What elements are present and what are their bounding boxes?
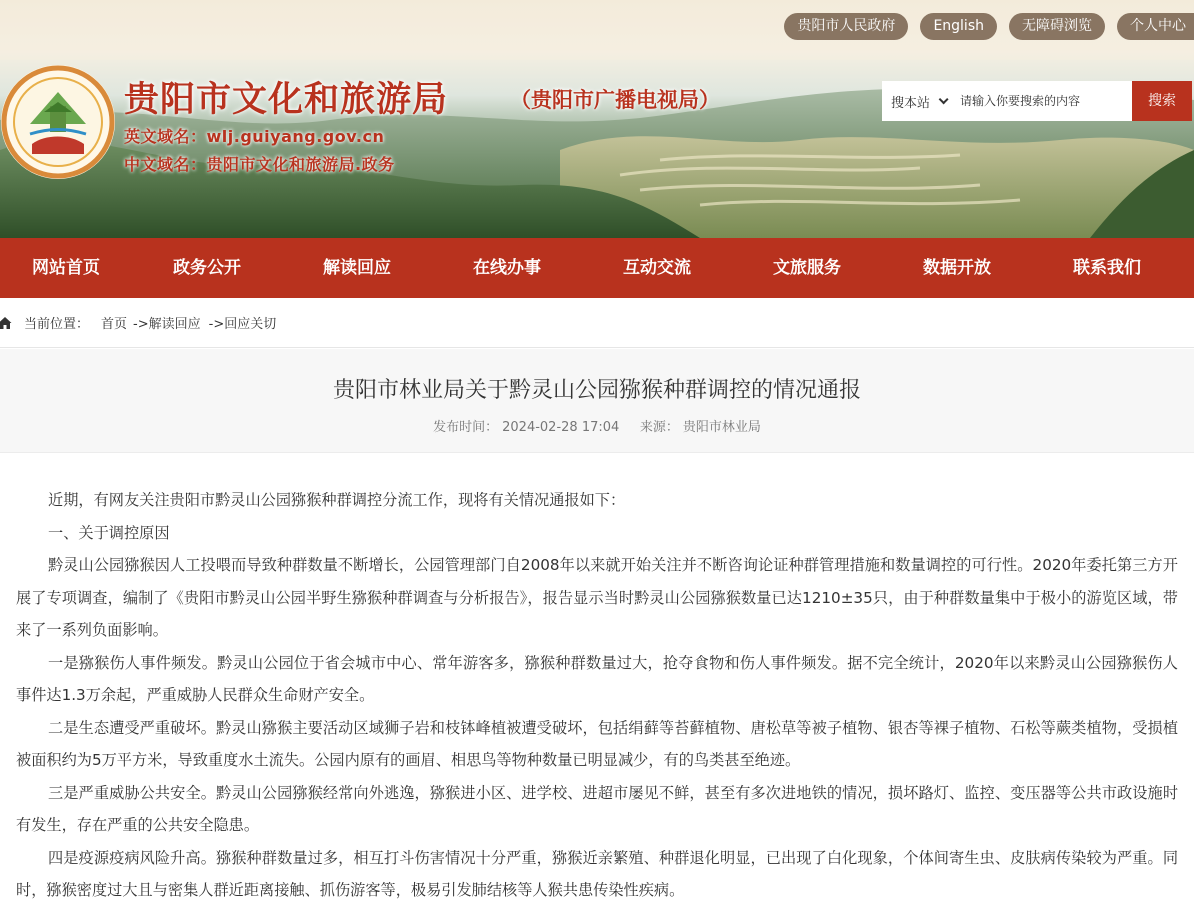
- source-value: 贵阳市林业局: [682, 420, 761, 435]
- nav-item-interaction[interactable]: 互动交流: [623, 258, 691, 278]
- site-title: 贵阳市文化和旅游局: [124, 80, 449, 120]
- publish-time: 2024-02-28 17:04: [502, 420, 620, 435]
- breadcrumb-label: 当前位置：: [24, 317, 90, 332]
- search-button[interactable]: 搜索: [1132, 81, 1192, 121]
- paragraph: 一是猕猴伤人事件频发。黔灵山公园位于省会城市中心、常年游客多，猕猴种群数量过大，抢夺食物和伤人事件频发。据不完全统计，2020年以来黔灵山公园猕猴伤人事件达1.3万余起，严重威胁人民群众生命财产安全。: [16, 653, 1178, 704]
- nav-item-home[interactable]: 网站首页: [32, 258, 100, 278]
- chinese-domain: 中文域名：贵阳市文化和旅游局.政务: [124, 155, 395, 174]
- nav-item-interpretation[interactable]: 解读回应: [323, 258, 391, 278]
- paragraph: 四是疫源疫病风险升高。猕猴种群数量过多，相互打斗伤害情况十分严重，猕猴近亲繁殖、种群退化明显，已出现了白化现象，个体间寄生虫、皮肤病传染较为严重。同时，猕猴密度过大且与密集人群近距离接触、抓伤游客等，极易引发肺结核等人猴共患传染性疾病。: [16, 848, 1178, 899]
- home-icon: [0, 316, 12, 330]
- article-title: 贵阳市林业局关于黔灵山公园猕猴种群调控的情况通报: [332, 378, 861, 403]
- paragraph: 二是生态遭受严重破坏。黔灵山猕猴主要活动区域狮子岩和枝钵峰植被遭受破坏，包括绢藓等苔藓植物、唐松草等被子植物、银杏等裸子植物、石松等蕨类植物，受损植被面积约为5万平方米，导致重度水土流失。公园内原有的画眉、相思鸟等物种数量已明显减少，有的鸟类甚至绝迹。: [16, 718, 1178, 769]
- site-subtitle: （贵阳市广播电视局）: [510, 88, 720, 112]
- chevron-down-icon: [939, 94, 949, 104]
- search-scope-label: 搜本站: [891, 95, 931, 111]
- breadcrumb: [0, 298, 1194, 348]
- nav-item-open-data[interactable]: 数据开放: [923, 258, 991, 278]
- article-header: [0, 349, 1194, 453]
- source-label: 来源：: [639, 420, 679, 435]
- main-nav: [0, 238, 1194, 298]
- publish-time-label: 发布时间：: [433, 420, 499, 435]
- top-links: [784, 13, 1194, 40]
- breadcrumb-interpretation[interactable]: ->解读回应: [133, 317, 201, 332]
- english-domain: 英文域名：wlj.guiyang.gov.cn: [124, 127, 385, 146]
- nav-item-online-services[interactable]: 在线办事: [473, 258, 541, 278]
- paragraph: 三是严重威胁公共安全。黔灵山公园猕猴经常向外逃逸，猕猴进小区、进学校、进超市屡见不鲜，甚至有多次进地铁的情况，损坏路灯、监控、变压器等公共市政设施时有发生，存在严重的公共安全隐患。: [16, 783, 1178, 834]
- nav-item-contact[interactable]: 联系我们: [1073, 258, 1141, 278]
- search-input[interactable]: [960, 81, 1132, 121]
- article-meta: [0, 416, 1194, 435]
- nav-item-government-affairs[interactable]: 政务公开: [173, 258, 241, 278]
- header-banner: [0, 0, 1194, 238]
- paragraph: 近期，有网友关注贵阳市黔灵山公园猕猴种群调控分流工作，现将有关情况通报如下：: [48, 491, 626, 509]
- search-scope-select[interactable]: [882, 81, 960, 121]
- top-link-accessibility[interactable]: 无障碍浏览: [1009, 13, 1105, 40]
- top-link-gov[interactable]: 贵阳市人民政府: [784, 13, 908, 40]
- article-body: [16, 484, 1178, 907]
- nav-item-culture-tourism[interactable]: 文旅服务: [773, 258, 841, 278]
- breadcrumb-home[interactable]: 首页: [101, 317, 128, 332]
- top-link-personal-center[interactable]: 个人中心: [1117, 13, 1194, 40]
- top-link-english[interactable]: English: [920, 13, 997, 40]
- breadcrumb-response[interactable]: ->回应关切: [208, 317, 277, 332]
- paragraph: 一、关于调控原因: [48, 523, 170, 542]
- paragraph: 黔灵山公园猕猴因人工投喂而导致种群数量不断增长，公园管理部门自2008年以来就开始关注并不断咨询论证种群管理措施和数量调控的可行性。2020年委托第三方开展了专项调查，编制了《贵阳市黔灵山公园半野生猕猴种群调查与分析报告》，报告显示当时黔灵山公园猕猴数量已达1210±35只，由于种群数量集中于极小的游览区域，带来了一系列负面影响。: [16, 556, 1178, 639]
- site-logo[interactable]: [0, 62, 116, 182]
- search-box: [882, 81, 1192, 121]
